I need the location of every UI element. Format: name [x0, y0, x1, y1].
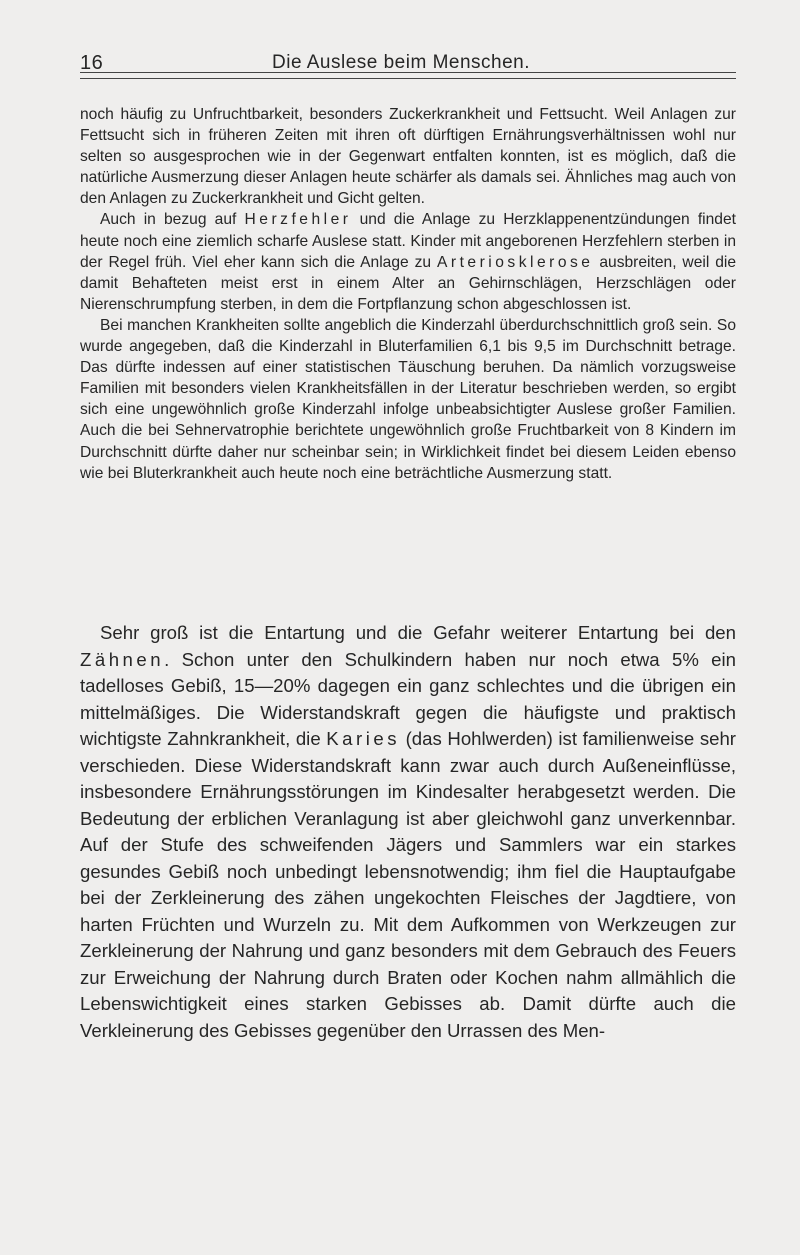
small-print-section [80, 104, 736, 484]
page-number: 16 [80, 52, 104, 74]
paragraph-text: (das Hohlwerden) ist familienweise sehr verschieden. Diese Widerstandskraft kann zwar auch durch Außeneinflüsse, insbesondere Ernährungsstörungen im Kindesalter herabgesetzt werden. Die Bedeutung der erblichen Veranlagung ist aber gleichwohl ganz unverkennbar. Auf der Stufe des schweifenden Jägers und Sammlers war ein starkes gesundes Gebiß noch unbedingt lebensnotwendig; ihm fiel die Hauptaufgabe bei der Zerkleinerung des zähen ungekochten Fleisches der Jagdtiere, von harten Früchten und Wurzeln zu. Mit dem Aufkommen von Werkzeugen zur Zerkleinerung der Nahrung und ganz besonders mit dem Gebrauch des Feuers zur Erweichung der Nahrung durch Braten oder Kochen nahm allmählich die Lebenswichtigkeit eines starken Gebisses ab. Damit dürfte auch die Verkleinerung des Gebisses gegenüber den Urrassen des Men- [80, 728, 736, 1041]
running-title: Die Auslese beim Menschen. [272, 52, 531, 73]
emphasis-term: Zähnen [80, 648, 165, 670]
page-header [80, 44, 736, 74]
emphasis-term: Karies [326, 728, 400, 749]
paragraph-text: Sehr groß ist die Entartung und die Gefahr weiterer Entartung bei den [100, 622, 736, 643]
paragraph-text: ausbreiten, weil die damit Behafteten meist erst in einem Alter an Gehirnschlägen, Herzschlägen oder Nierenschrumpfung sterben, in dem die Fortpflanzung schon abgeschlossen ist. [80, 253, 737, 313]
main-text-section [80, 620, 736, 1044]
header-rule-top [80, 72, 736, 73]
paragraph-text: und die Anlage zu Herzklappenentzündungen findet heute noch eine ziemlich scharfe Auslese statt. Kinder mit angeborenen Herzfehlern sterben in der Regel früh. Viel eher kann sich die Anlage zu [80, 211, 736, 271]
header-rule-bottom [80, 78, 736, 79]
paragraph-fettsucht: noch häufig zu Unfruchtbarkeit, besonders Zuckerkrankheit und Fettsucht. Weil Anlagen zur Fettsucht sich in früheren Zeiten mit ihren oft dürftigen Ernährungsverhältnissen wohl nur selten so ausgesprochen wie in der Gegenwart entfalten konnten, ist es möglich, daß die natürliche Ausmerzung dieser Anlagen heute schärfer als damals sei. Ähnliches mag auch von den Anlagen zu Zuckerkrankheit und Gicht gelten. [80, 106, 736, 208]
emphasis-term: Herzfehler [244, 211, 352, 229]
paragraph-herzfehler [80, 209, 736, 314]
paragraph-text: . Schon unter den Schulkindern haben nur noch etwa 5% ein tadelloses Gebiß, 15—20% dagegen ein ganz schlechtes und die übrigen ein mittelmäßiges. Die Widerstandskraft gegen die häufigste und praktisch wichtigste Zahnkrankheit, die [80, 648, 736, 749]
paragraph-text: Auch in bezug auf [100, 211, 245, 229]
paragraph-zaehne [80, 620, 736, 1044]
paragraph-kinderzahl: Bei manchen Krankheiten sollte angeblich die Kinderzahl überdurchschnittlich groß sein. So wurde angegeben, daß die Kinderzahl in Bluterfamilien 6,1 bis 9,5 im Durchschnitt betrage. Das dürfte indessen auf einer statistischen Täuschung beruhen. Da nämlich vorzugsweise Familien mit besonders vielen Krankheitsfällen in der Literatur beschrieben werden, so ergibt sich eine ungewöhnlich große Kinderzahl infolge unbeabsichtigter Auslese großer Familien. Auch die bei Sehnervatrophie berichtete ungewöhnlich große Fruchtbarkeit von 8 Kindern im Durchschnitt dürfte daher nur scheinbar sein; in Wirklichkeit findet bei diesem Leiden ebenso wie bei Bluterkrankheit auch heute noch eine beträchtliche Ausmerzung statt. [80, 316, 736, 482]
emphasis-term: Arteriosklerose [436, 253, 594, 271]
